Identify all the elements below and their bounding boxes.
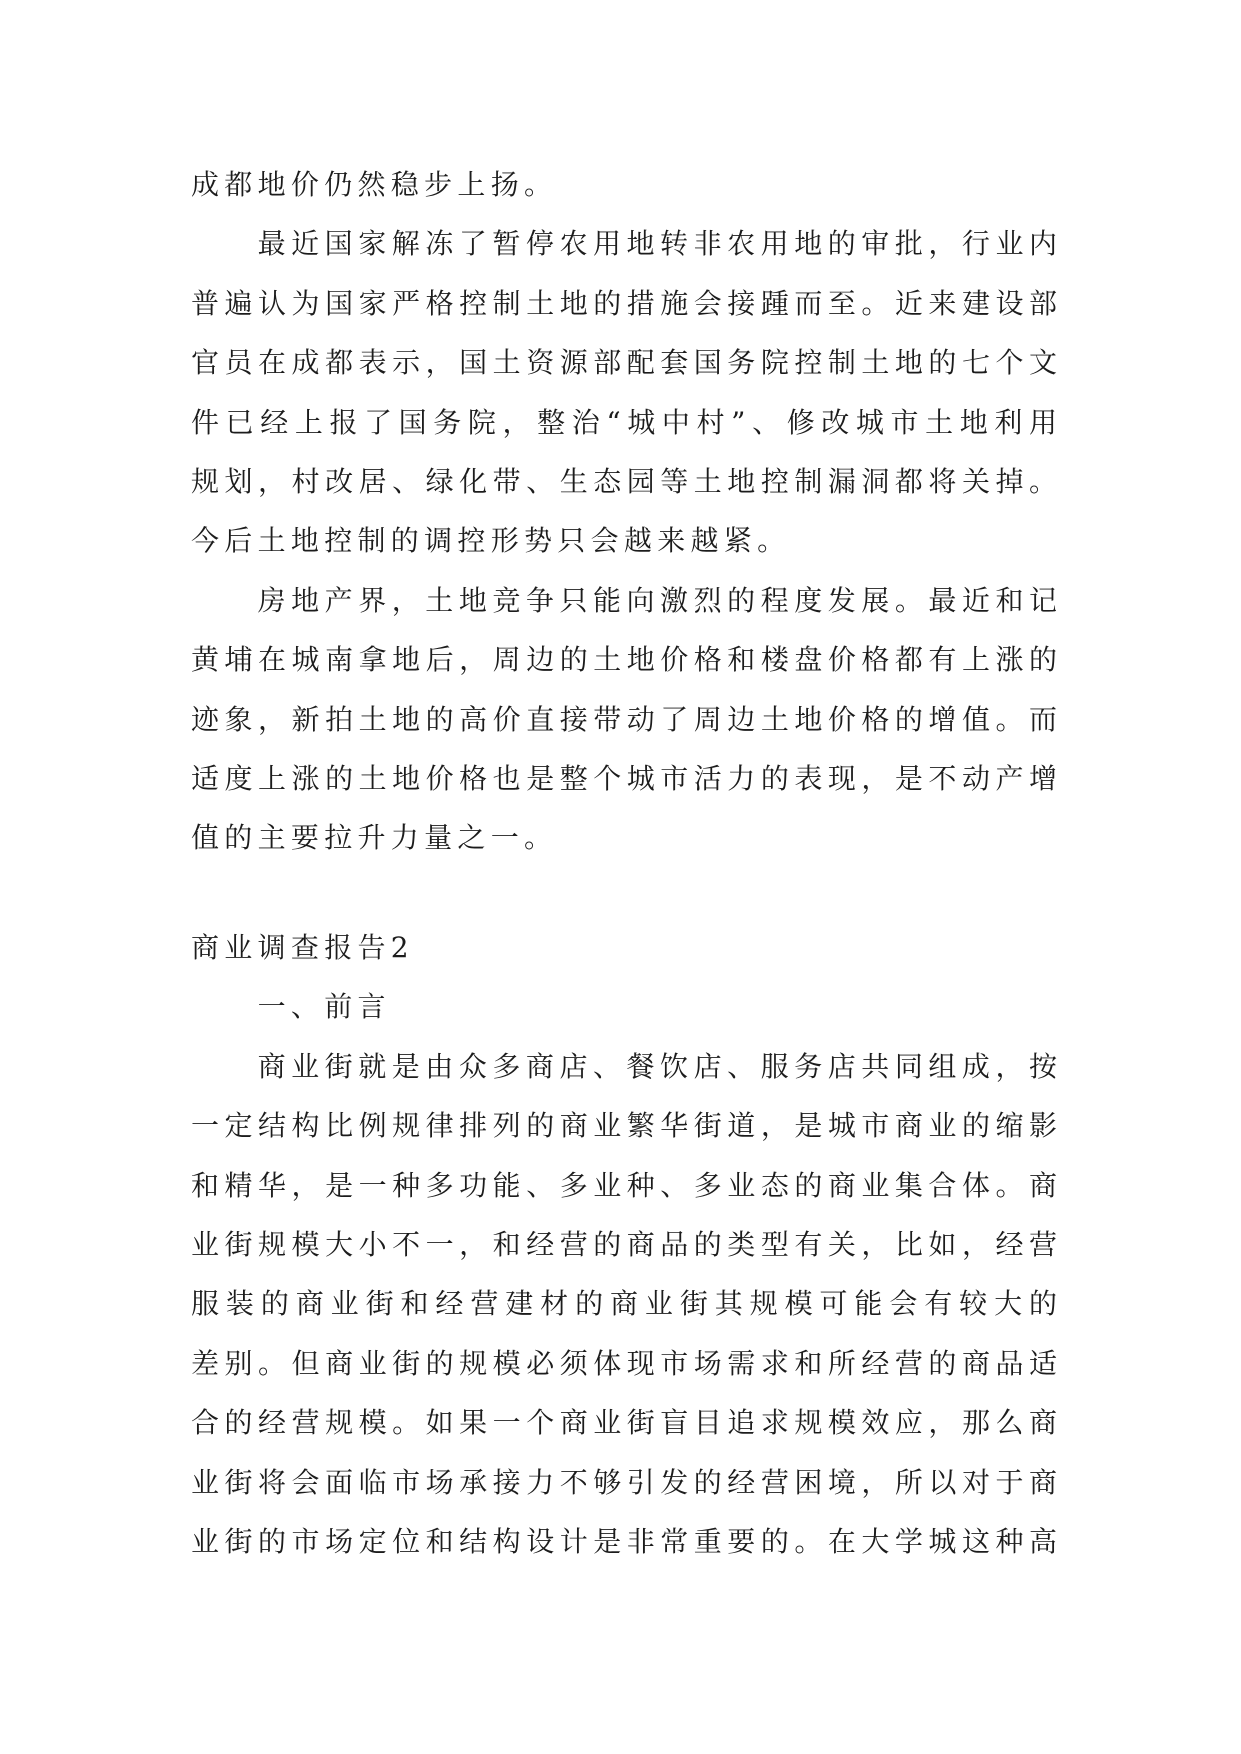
text-line: 迹象，新拍土地的高价直接带动了周边土地价格的增值。而 [191, 702, 1057, 736]
paragraph [191, 155, 1057, 214]
text-line: 官员在成都表示，国土资源部配套国务院控制土地的七个文 [191, 346, 1057, 380]
text-line: 黄埔在城南拿地后，周边的土地价格和楼盘价格都有上涨的 [191, 643, 1057, 677]
text-line: 和精华，是一种多功能、多业种、多业态的商业集合体。商 [191, 1168, 1057, 1202]
text-line: 适度上涨的土地价格也是整个城市活力的表现，是不动产增 [191, 761, 1057, 795]
report-title: 商业调查报告2 [191, 931, 414, 964]
report-section [191, 918, 1057, 1571]
text-line: 业街将会面临市场承接力不够引发的经营困境，所以对于商 [191, 1465, 1057, 1499]
body-text [191, 155, 1057, 868]
text-line: 业街的市场定位和结构设计是非常重要的。在大学城这种高 [191, 1524, 1057, 1558]
text-line: 差别。但商业街的规模必须体现市场需求和所经营的商品适 [191, 1346, 1057, 1380]
text-line: 最近国家解冻了暂停农用地转非农用地的审批，行业内 [257, 227, 1057, 261]
text-line: 一定结构比例规律排列的商业繁华街道，是城市商业的缩影 [191, 1109, 1057, 1143]
paragraph [191, 571, 1057, 868]
paragraph [191, 214, 1057, 570]
text-line: 成都地价仍然稳步上扬。 [191, 168, 558, 201]
section-heading: 一、前言 [257, 990, 391, 1024]
text-line: 件已经上报了国务院，整治“城中村”、修改城市土地利用 [191, 405, 1057, 439]
text-line: 合的经营规模。如果一个商业街盲目追求规模效应，那么商 [191, 1406, 1057, 1440]
text-line: 值的主要拉升力量之一。 [191, 821, 558, 855]
text-line: 今后土地控制的调控形势只会越来越紧。 [191, 524, 791, 558]
text-line: 规划，村改居、绿化带、生态园等土地控制漏洞都将关掉。 [191, 464, 1057, 498]
text-line: 业街规模大小不一，和经营的商品的类型有关，比如，经营 [191, 1227, 1057, 1261]
text-line: 房地产界，土地竞争只能向激烈的程度发展。最近和记 [257, 583, 1057, 617]
text-line: 服装的商业街和经营建材的商业街其规模可能会有较大的 [191, 1287, 1057, 1321]
text-line: 普遍认为国家严格控制土地的措施会接踵而至。近来建设部 [191, 286, 1057, 320]
paragraph [191, 1037, 1057, 1572]
text-line: 商业街就是由众多商店、餐饮店、服务店共同组成，按 [257, 1049, 1057, 1083]
